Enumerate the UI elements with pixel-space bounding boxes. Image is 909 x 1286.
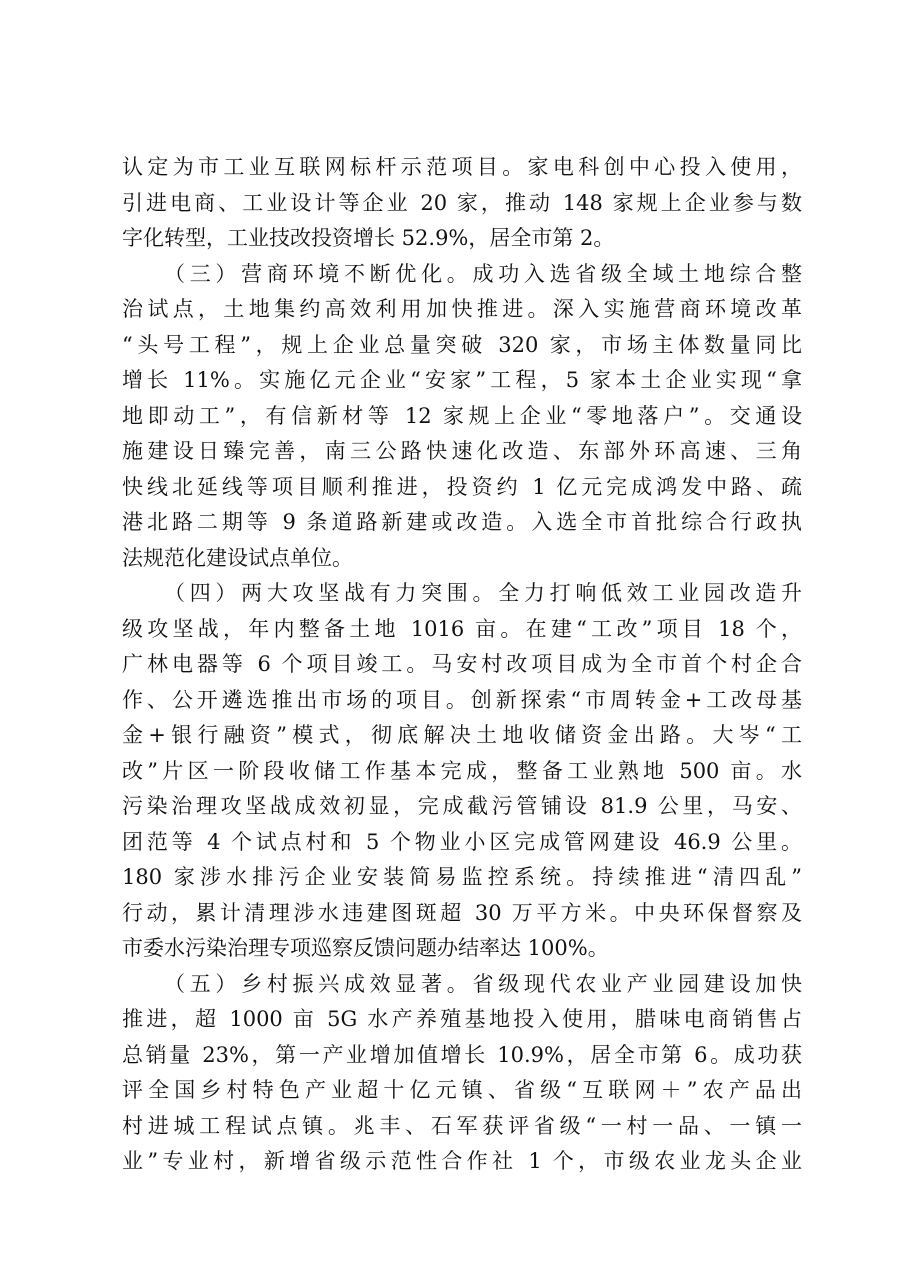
text-line: 施建设日臻完善，南三公路快速化改造、东部外环高速、三角 <box>122 439 802 463</box>
text-line: 总销量 23%，第一产业增加值增长 10.9%，居全市第 6。成功获 <box>122 1042 802 1067</box>
text-line: 团范等 4 个试点村和 5 个物业小区完成管网建设 46.9 公里。 <box>122 829 802 854</box>
text-line: 推进，超 1000 亩 5G 水产养殖基地投入使用，腊味电商销售占 <box>122 1007 802 1031</box>
body-text <box>122 150 802 1180</box>
text-line: 快线北延线等项目顺利推进，投资约 1 亿元完成鸿发中路、疏 <box>122 474 802 499</box>
text-line: 业”专业村，新增省级示范性合作社 1 个，市级农业龙头企业 <box>122 1149 802 1173</box>
text-line: 认定为市工业互联网标杆示范项目。家电科创中心投入使用， <box>122 155 802 179</box>
text-line: 金+银行融资”模式，彻底解决土地收储资金出路。大岑“工 <box>122 723 802 747</box>
text-line: “头号工程”，规上企业总量突破 320 家，市场主体数量同比 <box>122 332 802 357</box>
text-line: 引进电商、工业设计等企业 20 家，推动 148 家规上企业参与数 <box>122 190 802 215</box>
paragraph-first-line: （五）乡村振兴成效显著。省级现代农业产业园建设加快 <box>164 971 802 996</box>
text-line: 村进城工程试点镇。兆丰、石军获评省级“一村一品、一镇一 <box>122 1113 802 1138</box>
text-line: 法规范化建设试点单位。 <box>122 545 353 570</box>
text-line: 治试点，土地集约高效利用加快推进。深入实施营商环境改革 <box>122 297 802 321</box>
paragraph-first-line: （四）两大攻坚战有力突围。全力打响低效工业园改造升 <box>164 581 802 605</box>
text-line: 字化转型，工业技改投资增长 52.9%，居全市第 2。 <box>122 226 615 250</box>
text-line: 污染治理攻坚战成效初显，完成截污管铺设 81.9 公里，马安、 <box>122 794 802 818</box>
text-line: 作、公开遴选推出市场的项目。创新探索“市周转金+工改母基 <box>122 687 802 712</box>
text-line: 级攻坚战，年内整备土地 1016 亩。在建“工改”项目 18 个， <box>122 616 802 641</box>
text-line: 180 家涉水排污企业安装简易监控系统。持续推进“清四乱” <box>122 865 802 889</box>
text-line: 行动，累计清理涉水违建图斑超 30 万平方米。中央环保督察及 <box>122 900 802 925</box>
text-line: 地即动工”，有信新材等 12 家规上企业“零地落户”。交通设 <box>122 403 802 428</box>
text-line: 港北路二期等 9 条道路新建或改造。入选全市首批综合行政执 <box>122 510 802 534</box>
paragraph-first-line: （三）营商环境不断优化。成功入选省级全域土地综合整 <box>164 261 802 286</box>
text-line: 广林电器等 6 个项目竣工。马安村改项目成为全市首个村企合 <box>122 652 802 676</box>
text-line: 市委水污染治理专项巡察反馈问题办结率达 100%。 <box>122 936 609 960</box>
text-line: 改”片区一阶段收储工作基本完成，整备工业熟地 500 亩。水 <box>122 758 802 783</box>
text-line: 评全国乡村特色产业超十亿元镇、省级“互联网＋”农产品出 <box>122 1078 802 1102</box>
text-line: 增长 11%。实施亿元企业“安家”工程，5 家本土企业实现“拿 <box>122 368 802 392</box>
